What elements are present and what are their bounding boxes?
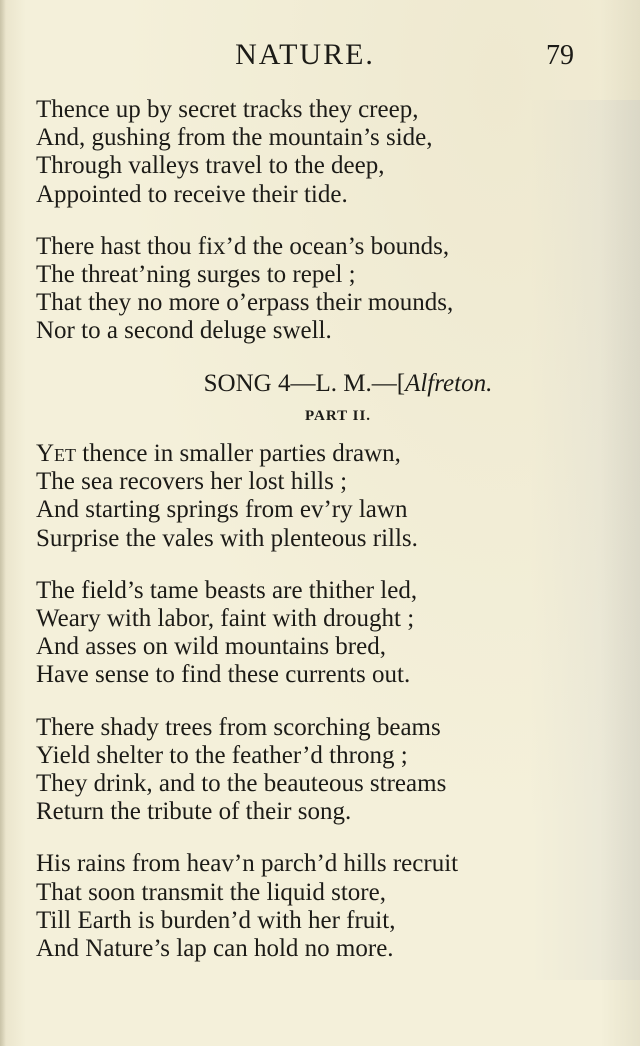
verse-line: The sea recovers her lost hills ; — [36, 468, 348, 496]
gutter-shadow — [0, 0, 6, 1046]
stanza-6 — [36, 850, 596, 963]
verse-line: Appointed to receive their tide. — [36, 180, 348, 208]
stanza-2 — [36, 233, 596, 346]
song-number-meter: SONG 4—L. M.—[ — [203, 369, 406, 397]
song-heading — [100, 370, 596, 398]
verse-line: Weary with labor, faint with drought ; — [36, 605, 415, 633]
stanza-4 — [36, 577, 596, 690]
verse-line: They drink, and to the beauteous streams — [36, 770, 447, 798]
stanza-3 — [36, 440, 596, 553]
part-heading: PART II. — [304, 407, 372, 424]
verse-line: His rains from heav’n parch’d hills recruit — [36, 850, 459, 878]
verse-line — [36, 440, 596, 468]
first-word: Yet — [36, 440, 77, 468]
verse-line: Till Earth is burden’d with her fruit, — [36, 906, 396, 934]
verse-line: Surprise the vales with plenteous rills. — [36, 524, 418, 552]
hymn-text — [36, 96, 596, 987]
verse-line: And asses on wild mountains bred, — [36, 633, 386, 661]
verse-line: Have sense to find these currents out. — [36, 661, 411, 689]
verse-line: There hast thou fix’d the ocean’s bounds, — [36, 232, 450, 260]
verse-line: Through valleys travel to the deep, — [36, 152, 385, 180]
verse-line: And, gushing from the mountain’s side, — [36, 124, 433, 152]
verse-line: That they no more o’erpass their mounds, — [36, 289, 454, 317]
verse-line: Thence up by secret tracks they creep, — [36, 96, 419, 123]
verse-line: And starting springs from ev’ry lawn — [36, 496, 408, 524]
verse-line: And Nature’s lap can hold no more. — [36, 935, 394, 963]
verse-line: Nor to a second deluge swell. — [36, 317, 332, 345]
page-number: 79 — [546, 40, 574, 71]
running-header-title: NATURE. — [235, 38, 375, 71]
verse-line: Return the tribute of their song. — [36, 798, 352, 826]
verse-line: That soon transmit the liquid store, — [36, 878, 386, 906]
tune-name: Alfreton. — [405, 369, 493, 397]
stanza-1 — [36, 96, 596, 209]
verse-line: There shady trees from scorching beams — [36, 713, 441, 741]
verse-line: Yield shelter to the feather’d throng ; — [36, 741, 408, 769]
verse-line: The threat’ning surges to repel ; — [36, 261, 356, 289]
verse-line-rest: thence in smaller parties drawn, — [76, 440, 401, 468]
stanza-5 — [36, 714, 596, 827]
verse-line: The field’s tame beasts are thither led, — [36, 576, 418, 604]
